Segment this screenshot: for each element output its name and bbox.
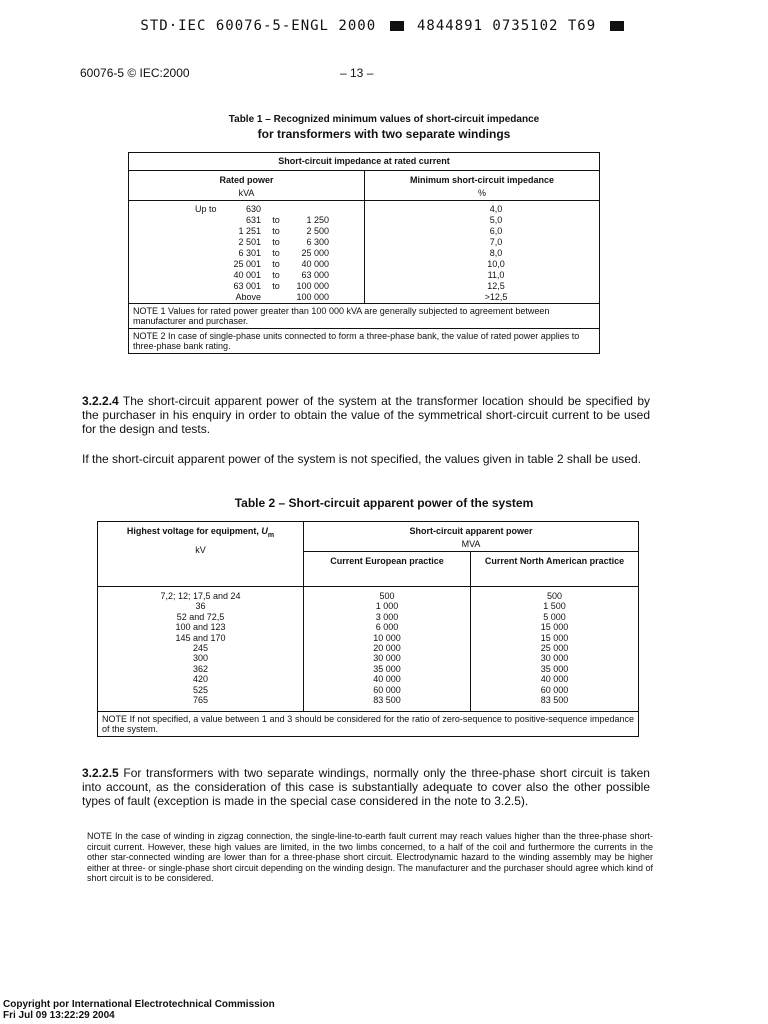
- clause-number: 3.2.2.4: [82, 394, 119, 408]
- range-upper: 100 000: [296, 292, 329, 302]
- impedance-table: [128, 152, 600, 354]
- voltage-value: 7,2; 12; 17,5 and 24: [160, 591, 241, 601]
- voltage-value: 36: [195, 601, 206, 612]
- table1-col1-unit: kVA: [238, 188, 255, 198]
- impedance-value: 10,0: [487, 259, 505, 269]
- range-to: to: [272, 226, 280, 236]
- impedance-value: 6,0: [489, 226, 503, 236]
- north-american-value: 35 000: [540, 663, 569, 674]
- impedance-value: 4,0: [489, 204, 503, 214]
- table2-reference-paragraph: If the short-circuit apparent power of the system is not specified, the values given in table 2 shall be used.: [82, 452, 641, 466]
- table2-caption: Table 2 – Short-circuit apparent power of the system: [234, 496, 534, 510]
- impedance-value: 5,0: [489, 215, 503, 225]
- table1-col1-header-cell: [129, 171, 365, 201]
- rated-power-row: [129, 215, 364, 226]
- clause-3-2-2-5: [82, 766, 650, 808]
- european-value: 83 500: [373, 695, 401, 705]
- rated-power-row: [129, 248, 364, 259]
- north-american-practice-header: Current North American practice: [471, 552, 639, 587]
- table2-note: NOTE If not specified, a value between 1 and 3 should be considered for the ratio of zero-sequence to positive-sequence impedance of the system.: [98, 712, 639, 737]
- rated-power-row: [129, 204, 364, 215]
- rated-power-column: [129, 201, 365, 304]
- table1-note2: NOTE 2 In case of single-phase units connected to form a three-phase bank, the value of rated power applies to three-phase bank rating.: [129, 329, 600, 354]
- rated-power-row: [129, 270, 364, 281]
- voltage-header-cell: [98, 522, 304, 587]
- document-code-header: [0, 18, 768, 34]
- clause-3-2-2-4: [82, 394, 650, 436]
- voltage-header: Highest voltage for equipment, $U_m$: [126, 526, 275, 539]
- voltage-value: 100 and 123: [175, 622, 226, 633]
- barcode-block: [610, 21, 624, 31]
- european-value: 3 000: [375, 611, 399, 622]
- north-american-value: 25 000: [540, 643, 569, 653]
- group-unit: MVA: [304, 537, 639, 552]
- range-upper: 1 250: [306, 215, 329, 225]
- table1-note1: NOTE 1 Values for rated power greater than 100 000 kVA are generally subjected to agreement between manufacturer and purchaser.: [129, 304, 600, 329]
- range-from: Above: [235, 292, 261, 302]
- barcode-block: [390, 21, 404, 31]
- range-label: Up to: [195, 204, 217, 214]
- european-value: 35 000: [373, 663, 401, 674]
- running-head: 60076-5 © IEC:2000: [80, 66, 190, 80]
- zigzag-note: NOTE In the case of winding in zigzag connection, the single-line-to-earth fault current may reach values higher than the three-phase short-circuit current. However, these high values are limited, in the two limbs concerned, to a half of the coil and furthermore the currents in the other star-connected winding are lower than for a three-phase short circuit. Electrodynamic hazard to the winding assembly may be higher either at three- or single-phase short circuit depending on the winding design. The manufacturer and the purchaser should agree which kind of short circuit is to be considered.: [87, 831, 653, 883]
- um-symbol: U: [261, 526, 268, 536]
- catalog-code: 4844891 0735102 T69: [417, 18, 597, 34]
- range-upper: 100 000: [296, 281, 329, 291]
- range-to: to: [272, 237, 280, 247]
- north-american-list: [471, 587, 638, 711]
- range-upper: 63 000: [301, 270, 329, 280]
- impedance-value: >12,5: [484, 292, 508, 302]
- range-to: to: [272, 215, 280, 225]
- group-header: Short-circuit apparent power: [409, 526, 533, 536]
- north-american-value: 500: [546, 591, 563, 601]
- table1-col1-header: Rated power: [219, 175, 274, 185]
- range-to: to: [272, 248, 280, 258]
- range-from: 63 001: [233, 281, 261, 291]
- rated-power-row: [129, 281, 364, 292]
- range-upper: 2 500: [306, 226, 329, 236]
- rated-power-list: [129, 201, 364, 303]
- voltage-value: 765: [192, 695, 209, 705]
- impedance-value: 8,0: [489, 248, 503, 258]
- range-from: 630: [245, 204, 261, 214]
- clause-number: 3.2.2.5: [82, 766, 119, 780]
- short-circuit-power-table: [97, 521, 639, 737]
- european-value: 30 000: [373, 653, 401, 664]
- timestamp-line: Fri Jul 09 13:22:29 2004: [3, 1010, 115, 1021]
- north-american-value: 1 500: [543, 601, 566, 612]
- voltage-list: [98, 587, 303, 711]
- standard-code: STD·IEC 60076-5-ENGL 2000: [140, 18, 377, 34]
- range-from: 6 301: [238, 248, 261, 258]
- table1-col2-header: Minimum short-circuit impedance: [409, 175, 555, 185]
- north-american-value: 40 000: [540, 674, 569, 685]
- european-value: 20 000: [373, 643, 401, 653]
- voltage-value: 420: [192, 674, 209, 685]
- voltage-value: 525: [192, 684, 209, 695]
- european-value: 6 000: [375, 622, 399, 633]
- range-from: 25 001: [233, 259, 261, 269]
- table1-caption-line2: for transformers with two separate windings: [257, 127, 511, 141]
- european-value: 40 000: [373, 674, 401, 685]
- range-from: 631: [245, 215, 261, 225]
- voltage-value: 245: [192, 643, 209, 653]
- voltage-column: [98, 587, 304, 712]
- table1-main-header: Short-circuit impedance at rated current: [129, 153, 600, 171]
- impedance-value: 12,5: [487, 281, 505, 291]
- clause-text: For transformers with two separate windings, normally only the three-phase short circuit is taken into account, as the consideration of this case is substantially adequate to cover also the other possible types of fault (exception is made in the special case considered in the note to 3.2.5).: [82, 766, 650, 808]
- voltage-unit: kV: [195, 544, 206, 555]
- range-to: to: [272, 281, 280, 291]
- european-value: 1 000: [375, 601, 399, 612]
- european-value: 500: [379, 591, 395, 601]
- voltage-value: 145 and 170: [175, 632, 226, 643]
- copyright-line: Copyright por International Electrotechnical Commission: [3, 999, 275, 1010]
- page-number: – 13 –: [340, 66, 374, 80]
- rated-power-row: [129, 237, 364, 248]
- european-value: 10 000: [373, 632, 401, 643]
- north-american-value: 5 000: [543, 611, 566, 622]
- north-american-value: 30 000: [540, 653, 569, 664]
- range-upper: 40 000: [301, 259, 329, 269]
- european-practice-header: Current European practice: [304, 552, 471, 587]
- range-to: to: [272, 259, 280, 269]
- impedance-value: 7,0: [489, 237, 503, 247]
- north-american-value: 83 500: [540, 695, 569, 705]
- group-header-cell: [304, 522, 639, 538]
- voltage-value: 52 and 72,5: [176, 611, 225, 622]
- european-list: [304, 587, 470, 711]
- range-to: to: [272, 270, 280, 280]
- copyright-footer: [3, 999, 275, 1021]
- impedance-value: 11,0: [487, 270, 505, 280]
- european-column: [304, 587, 471, 712]
- north-american-column: [471, 587, 639, 712]
- clause-text: The short-circuit apparent power of the system at the transformer location should be specified by the purchaser in his enquiry in order to obtain the value of the symmetrical short-circuit current to be used for the design and tests.: [82, 394, 650, 436]
- table1-col2-header-cell: [365, 171, 600, 201]
- impedance-column: [365, 201, 600, 304]
- table1-caption-line1: Table 1 – Recognized minimum values of short-circuit impedance: [228, 114, 540, 125]
- european-value: 60 000: [373, 684, 401, 695]
- rated-power-row: [129, 226, 364, 237]
- north-american-value: 60 000: [540, 684, 569, 695]
- voltage-value: 362: [192, 663, 209, 674]
- range-from: 1 251: [238, 226, 261, 236]
- table1-col2-unit: %: [477, 188, 486, 198]
- voltage-value: 300: [192, 653, 209, 664]
- range-upper: 6 300: [306, 237, 329, 247]
- range-from: 40 001: [233, 270, 261, 280]
- rated-power-row: [129, 259, 364, 270]
- north-american-value: 15 000: [540, 632, 569, 643]
- rated-power-row: [129, 292, 364, 303]
- range-upper: 25 000: [301, 248, 329, 258]
- impedance-list: [365, 201, 599, 303]
- range-from: 2 501: [238, 237, 261, 247]
- north-american-value: 15 000: [540, 622, 569, 633]
